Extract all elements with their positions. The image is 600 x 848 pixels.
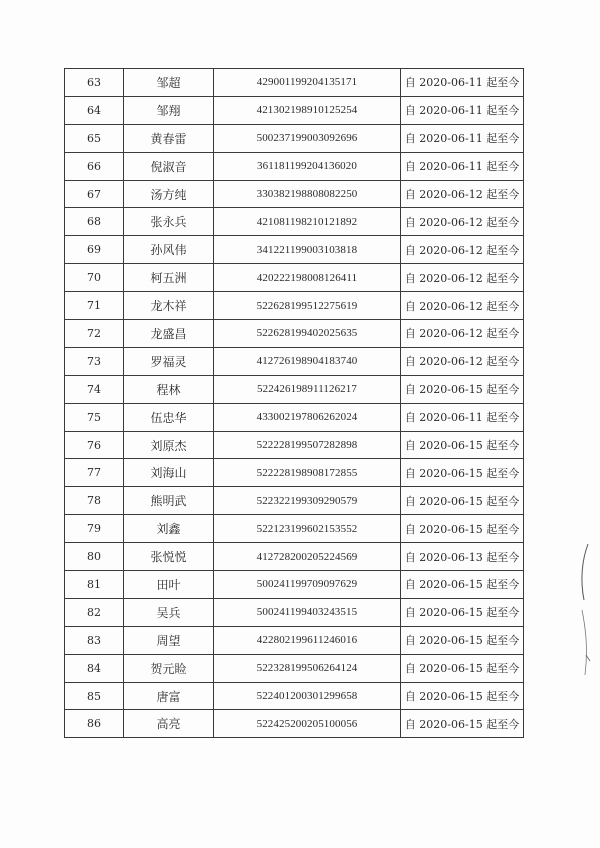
id-number: 522123199602153552 (214, 515, 401, 543)
person-name: 龙木祥 (124, 292, 214, 320)
id-number: 422802199611246016 (214, 626, 401, 654)
row-number: 74 (65, 375, 124, 403)
personnel-table-body (65, 69, 524, 738)
id-number: 522228198908172855 (214, 459, 401, 487)
row-number: 65 (65, 124, 124, 152)
id-number: 420222198008126411 (214, 264, 401, 292)
id-number: 522628199512275619 (214, 292, 401, 320)
row-number: 81 (65, 571, 124, 599)
table-row (65, 180, 524, 208)
table-row (65, 208, 524, 236)
id-number: 341221199003103818 (214, 236, 401, 264)
table-row (65, 710, 524, 738)
row-number: 71 (65, 292, 124, 320)
id-number: 429001199204135171 (214, 69, 401, 97)
person-name: 黄春雷 (124, 124, 214, 152)
table-row (65, 96, 524, 124)
start-date: 自 2020-06-15 起至今 (401, 487, 524, 515)
id-number: 522228199507282898 (214, 431, 401, 459)
start-date: 自 2020-06-15 起至今 (401, 515, 524, 543)
start-date: 自 2020-06-15 起至今 (401, 626, 524, 654)
person-name: 柯五洲 (124, 264, 214, 292)
person-name: 刘鑫 (124, 515, 214, 543)
row-number: 86 (65, 710, 124, 738)
row-number: 82 (65, 598, 124, 626)
id-number: 522628199402025635 (214, 320, 401, 348)
person-name: 周望 (124, 626, 214, 654)
start-date: 自 2020-06-12 起至今 (401, 292, 524, 320)
row-number: 68 (65, 208, 124, 236)
id-number: 361181199204136020 (214, 152, 401, 180)
start-date: 自 2020-06-12 起至今 (401, 347, 524, 375)
id-number: 433002197806262024 (214, 403, 401, 431)
start-date: 自 2020-06-12 起至今 (401, 320, 524, 348)
row-number: 63 (65, 69, 124, 97)
table-row (65, 487, 524, 515)
id-number: 500237199003092696 (214, 124, 401, 152)
person-name: 唐富 (124, 682, 214, 710)
start-date: 自 2020-06-12 起至今 (401, 208, 524, 236)
person-name: 贺元睑 (124, 654, 214, 682)
table-row (65, 682, 524, 710)
person-name: 程林 (124, 375, 214, 403)
person-name: 邹翔 (124, 96, 214, 124)
row-number: 75 (65, 403, 124, 431)
id-number: 500241199709097629 (214, 571, 401, 599)
row-number: 72 (65, 320, 124, 348)
table-row (65, 292, 524, 320)
person-name: 高亮 (124, 710, 214, 738)
margin-stamp-mark (576, 540, 594, 690)
row-number: 84 (65, 654, 124, 682)
person-name: 刘海山 (124, 459, 214, 487)
table-row (65, 375, 524, 403)
person-name: 倪淑音 (124, 152, 214, 180)
person-name: 龙盛昌 (124, 320, 214, 348)
person-name: 熊明武 (124, 487, 214, 515)
person-name: 吴兵 (124, 598, 214, 626)
start-date: 自 2020-06-15 起至今 (401, 682, 524, 710)
row-number: 64 (65, 96, 124, 124)
start-date: 自 2020-06-15 起至今 (401, 431, 524, 459)
start-date: 自 2020-06-12 起至今 (401, 236, 524, 264)
table-row (65, 459, 524, 487)
id-number: 500241199403243515 (214, 598, 401, 626)
id-number: 330382198808082250 (214, 180, 401, 208)
row-number: 70 (65, 264, 124, 292)
row-number: 79 (65, 515, 124, 543)
table-row (65, 598, 524, 626)
start-date: 自 2020-06-15 起至今 (401, 598, 524, 626)
row-number: 69 (65, 236, 124, 264)
row-number: 76 (65, 431, 124, 459)
start-date: 自 2020-06-11 起至今 (401, 152, 524, 180)
id-number: 522328199506264124 (214, 654, 401, 682)
table-row (65, 320, 524, 348)
table-row (65, 403, 524, 431)
table-row (65, 654, 524, 682)
row-number: 66 (65, 152, 124, 180)
id-number: 522426198911126217 (214, 375, 401, 403)
row-number: 83 (65, 626, 124, 654)
table-row (65, 626, 524, 654)
id-number: 421081198210121892 (214, 208, 401, 236)
id-number: 412728200205224569 (214, 543, 401, 571)
row-number: 78 (65, 487, 124, 515)
personnel-table (64, 68, 524, 738)
row-number: 67 (65, 180, 124, 208)
table-row (65, 264, 524, 292)
start-date: 自 2020-06-15 起至今 (401, 459, 524, 487)
person-name: 邹超 (124, 69, 214, 97)
start-date: 自 2020-06-15 起至今 (401, 654, 524, 682)
person-name: 伍忠华 (124, 403, 214, 431)
table-row (65, 124, 524, 152)
table-row (65, 152, 524, 180)
table-row (65, 69, 524, 97)
start-date: 自 2020-06-11 起至今 (401, 403, 524, 431)
start-date: 自 2020-06-15 起至今 (401, 375, 524, 403)
person-name: 孙风伟 (124, 236, 214, 264)
id-number: 522401200301299658 (214, 682, 401, 710)
table-row (65, 236, 524, 264)
start-date: 自 2020-06-11 起至今 (401, 124, 524, 152)
person-name: 田叶 (124, 571, 214, 599)
person-name: 汤方纯 (124, 180, 214, 208)
table-row (65, 431, 524, 459)
start-date: 自 2020-06-13 起至今 (401, 543, 524, 571)
start-date: 自 2020-06-11 起至今 (401, 69, 524, 97)
table-row (65, 347, 524, 375)
id-number: 522425200205100056 (214, 710, 401, 738)
row-number: 85 (65, 682, 124, 710)
id-number: 412726198904183740 (214, 347, 401, 375)
person-name: 张永兵 (124, 208, 214, 236)
start-date: 自 2020-06-15 起至今 (401, 710, 524, 738)
person-name: 张悦悦 (124, 543, 214, 571)
start-date: 自 2020-06-11 起至今 (401, 96, 524, 124)
table-row (65, 571, 524, 599)
row-number: 73 (65, 347, 124, 375)
person-name: 刘原杰 (124, 431, 214, 459)
row-number: 77 (65, 459, 124, 487)
table-row (65, 515, 524, 543)
start-date: 自 2020-06-15 起至今 (401, 571, 524, 599)
start-date: 自 2020-06-12 起至今 (401, 180, 524, 208)
row-number: 80 (65, 543, 124, 571)
person-name: 罗福灵 (124, 347, 214, 375)
id-number: 522322199309290579 (214, 487, 401, 515)
start-date: 自 2020-06-12 起至今 (401, 264, 524, 292)
table-row (65, 543, 524, 571)
id-number: 421302198910125254 (214, 96, 401, 124)
